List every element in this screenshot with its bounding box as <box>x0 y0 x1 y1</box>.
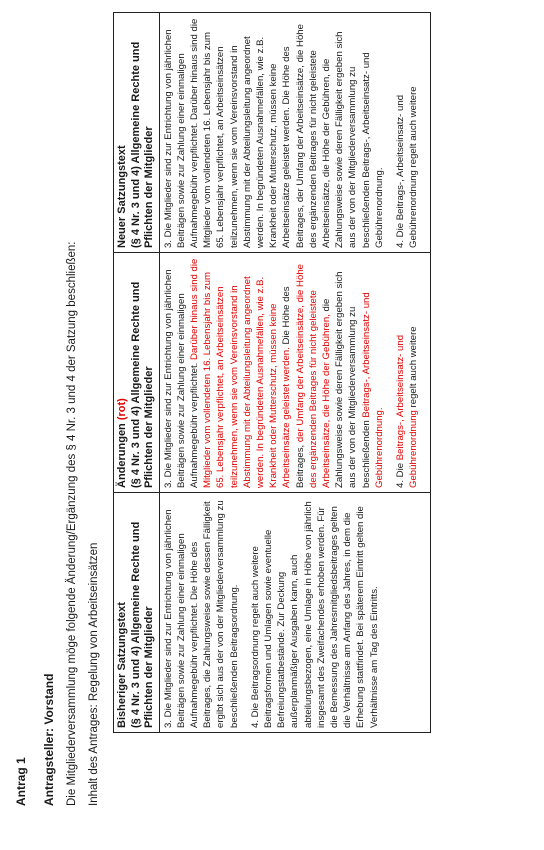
new-text-cell <box>159 13 431 253</box>
header-old-subtitle: (§ 4 Nr. 3 und 4) Allgemeine Rechte und Pflichten der Mitglieder <box>129 521 155 728</box>
changes-paragraph-3 <box>162 257 386 488</box>
header-changes-title: Änderungen <box>116 420 128 488</box>
amendment-table <box>113 12 431 733</box>
document-title: Antrag 1 <box>14 757 28 806</box>
table-body-row <box>159 13 431 733</box>
header-new-text <box>114 13 160 253</box>
intro-sentence: Die Mitgliederversammlung möge folgende Änderung/Ergänzung des § 4 Nr. 3 und 4 der Satzung beschließen: <box>66 241 78 806</box>
new-text-paragraph-4: 4. Die Beitrags-, Arbeitseinsatz- und Gebührenordnung regelt auch weitere <box>394 86 420 248</box>
changes-p3-text-c: die Zahlungsweise sowie deren Fälligkeit ergeben sich aus der von der Mitgliederversammlung zu beschließenden <box>320 271 372 488</box>
header-new-title: Neuer Satzungstext <box>116 145 128 248</box>
changes-p3-text-a: 3. Die Mitglieder sind zur Entrichtung von jährlichen Beiträgen sowie zur Zahlung einer einmaligen Aufnahmegebühr verpflichtet. <box>162 269 200 488</box>
old-text-cell <box>159 493 431 733</box>
header-changes-red-note: (rot) <box>116 398 128 421</box>
header-old-text <box>114 493 160 733</box>
new-text-paragraph-3: 3. Die Mitglieder sind zur Entrichtung von jährlichen Beiträgen sowie zur Zahlung einer einmaligen Aufnahmegebühr verpflichtet. Darüber hinaus sind die Mitglieder vom vollendeten 16. Lebensjahr bis zum 65. Lebensjahr verpflichtet, an Arbeitseinsätzen teilzunehmen, wenn sie vom Vereinsvorstand in Abstimmung mit der Abteilungsleitung angeordnet werden. In begründeten Ausnahmefällen, wie z.B. Krankheit oder Mutterschutz, müssen keine Arbeitseinsätze geleistet werden. Die Höhe des Beitrages, der Umfang der Arbeitseinsätze, die Höhe des ergänzenden Beitrages für nicht geleistete Arbeitseinsätze, die Höhe der Gebühren, die Zahlungsweise sowie deren Fälligkeit ergeben sich aus der von der Mitgliederversammlung zu beschließenden Beitrags-, Arbeitseinsatz- und Gebührenordnung. <box>162 18 385 248</box>
changes-p3-red-b: der Umfang der Arbeitseinsätze, die Höhe des ergänzenden Beitrages für nicht geleistete Arbeitseinsätze, die Höhe der Gebühren, <box>294 264 332 488</box>
changes-p3-text-b: Die Höhe des Beitrages, <box>281 286 306 488</box>
header-changes-subtitle: (§ 4 Nr. 3 und 4) Allgemeine Rechte und Pflichten der Mitglieder <box>129 281 155 488</box>
changes-p4-red: Beitrags-, Arbeitseinsatz- und Gebührenordnung <box>394 334 420 488</box>
subject-line: Inhalt des Antrages: Regelung von Arbeitseinsätzen <box>88 542 100 806</box>
changes-p4-text-b: regelt auch weitere <box>408 326 420 411</box>
header-changes <box>114 253 160 493</box>
table-header-row <box>114 13 160 733</box>
changes-paragraph-4 <box>394 257 420 488</box>
changes-p3-red-a: Darüber hinaus sind die Mitglieder vom vollendeten 16. Lebensjahr bis zum 65. Lebensjahr verpflichtet, an Arbeitseinsätzen teilzunehmen, wenn sie vom Vereinsvorstand in Abstimmung mit der Abteilungsleitung angeordnet werden. In begründeten Ausnahmefällen, wie z.B. Krankheit oder Mutterschutz, müssen keine Arbeitseinsätze geleistet werden. <box>188 258 293 488</box>
changes-p3-red-c: Beitrags-, Arbeitseinsatz- und Gebührenordnung. <box>360 292 385 488</box>
changes-p4-text-a: 4. Die <box>394 460 406 488</box>
old-text-paragraph-4: 4. Die Beitragsordnung regelt auch weitere Beitragsformen und Umlagen sowie eventuelle Befreiungstatbestände. Zur Deckung außerplanmäßiger Ausgaben kann, auch abteilungsbezogen, eine Umlage in Höhe von jährlich insgesamt des Zweifachendes erhoben werden. Für die Bemessung des Jahresmitgliedsbeitrages gelten die Verhältnisse am Anfang des Jahres, in dem die Erhebung stattfindet. Bei späterem Eintritt gelten die Verhältnisse am Tag des Eintritts. <box>249 501 380 728</box>
changes-cell <box>159 253 431 493</box>
header-new-subtitle: (§ 4 Nr. 3 und 4) Allgemeine Rechte und Pflichten der Mitglieder <box>129 41 155 248</box>
old-text-paragraph-3: 3. Die Mitglieder sind zur Entrichtung von jährlichen Beiträgen sowie zur Zahlung einer einmaligen Aufnahmegebühr verpflichtet. Die Höhe des Beitrages, die Zahlungsweise sowie dessen Fälligkeit ergibt sich aus der von der Mitgliederversammlung zu beschließenden Beitragsordnung. <box>162 500 240 728</box>
applicant-line: Antragsteller: Vorstand <box>42 673 56 806</box>
header-old-title: Bisheriger Satzungstext <box>116 602 128 728</box>
